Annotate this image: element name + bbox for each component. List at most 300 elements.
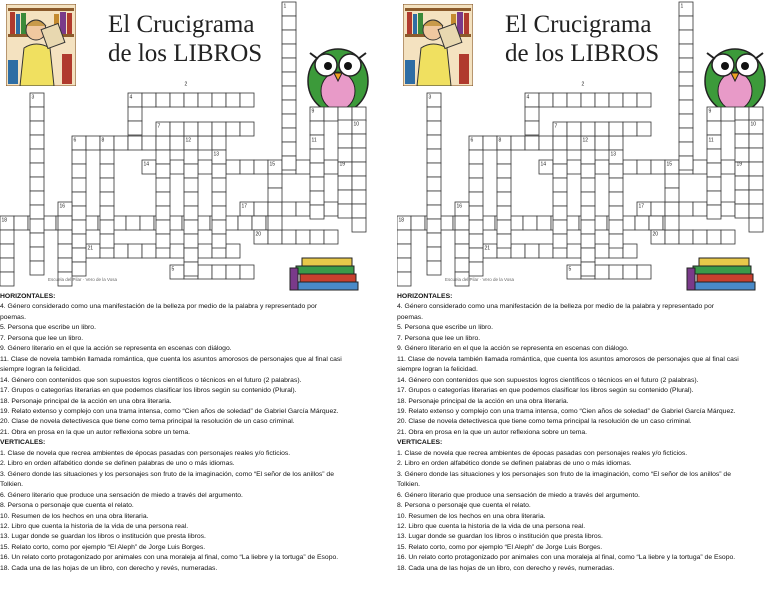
crossword-cell[interactable] (128, 121, 142, 135)
crossword-cell[interactable] (30, 177, 44, 191)
crossword-cell[interactable] (296, 230, 310, 244)
crossword-cell[interactable] (100, 234, 114, 248)
crossword-cell[interactable] (567, 122, 581, 136)
crossword-cell[interactable] (128, 244, 142, 258)
crossword-cell[interactable] (212, 122, 226, 136)
crossword-cell[interactable] (679, 58, 693, 72)
crossword-cell[interactable] (693, 160, 707, 174)
crossword-cell[interactable] (352, 107, 366, 121)
crossword-cell[interactable] (539, 93, 553, 107)
crossword-cell[interactable] (296, 202, 310, 216)
crossword-cell[interactable] (156, 234, 170, 248)
crossword-cell[interactable] (553, 220, 567, 234)
crossword-cell[interactable] (749, 162, 763, 176)
crossword-cell[interactable] (623, 265, 637, 279)
crossword-cell[interactable] (497, 164, 511, 178)
crossword-cell[interactable] (156, 136, 170, 150)
crossword-cell[interactable] (427, 233, 441, 247)
crossword-cell[interactable] (623, 160, 637, 174)
crossword-cell[interactable] (72, 220, 86, 234)
crossword-cell[interactable] (595, 244, 609, 258)
crossword-cell[interactable] (609, 265, 623, 279)
crossword-cell[interactable] (595, 93, 609, 107)
crossword-cell[interactable] (665, 188, 679, 202)
crossword-cell[interactable] (156, 220, 170, 234)
crossword-cell[interactable] (324, 160, 338, 174)
crossword-cell[interactable] (553, 178, 567, 192)
crossword-cell[interactable] (30, 149, 44, 163)
crossword-cell[interactable] (170, 122, 184, 136)
crossword-cell[interactable] (170, 93, 184, 107)
crossword-cell[interactable] (707, 121, 721, 135)
crossword-cell[interactable] (455, 244, 469, 258)
crossword-cell[interactable] (198, 160, 212, 174)
crossword-cell[interactable] (749, 107, 763, 121)
crossword-cell[interactable] (609, 122, 623, 136)
crossword-cell[interactable] (184, 248, 198, 262)
crossword-cell[interactable] (623, 244, 637, 258)
crossword-cell[interactable] (749, 148, 763, 162)
crossword-cell[interactable] (338, 134, 352, 148)
crossword-cell[interactable] (749, 218, 763, 232)
crossword-cell[interactable] (679, 142, 693, 156)
crossword-cell[interactable] (525, 136, 539, 150)
crossword-cell[interactable] (609, 192, 623, 206)
crossword-cell[interactable] (282, 230, 296, 244)
crossword-cell[interactable] (310, 149, 324, 163)
crossword-cell[interactable] (525, 107, 539, 121)
crossword-cell[interactable] (310, 177, 324, 191)
crossword-cell[interactable] (72, 262, 86, 276)
crossword-cell[interactable] (58, 230, 72, 244)
crossword-cell[interactable] (651, 202, 665, 216)
crossword-cell[interactable] (184, 93, 198, 107)
crossword-cell[interactable] (553, 150, 567, 164)
crossword-cell[interactable] (553, 206, 567, 220)
crossword-cell[interactable] (623, 93, 637, 107)
crossword-cell[interactable] (212, 206, 226, 220)
crossword-cell[interactable] (411, 216, 425, 230)
crossword-cell[interactable] (282, 16, 296, 30)
crossword-cell[interactable] (252, 216, 266, 230)
crossword-cell[interactable] (240, 265, 254, 279)
crossword-cell[interactable] (72, 234, 86, 248)
crossword-cell[interactable] (595, 136, 609, 150)
crossword-cell[interactable] (226, 93, 240, 107)
crossword-cell[interactable] (100, 164, 114, 178)
crossword-cell[interactable] (156, 206, 170, 220)
crossword-cell[interactable] (30, 219, 44, 233)
crossword-cell[interactable] (254, 160, 268, 174)
crossword-cell[interactable] (397, 244, 411, 258)
crossword-cell[interactable] (338, 107, 352, 121)
crossword-cell[interactable] (679, 30, 693, 44)
crossword-cell[interactable] (238, 216, 252, 230)
crossword-cell[interactable] (469, 206, 483, 220)
crossword-cell[interactable] (114, 244, 128, 258)
crossword-cell[interactable] (100, 192, 114, 206)
crossword-cell[interactable] (721, 107, 735, 121)
crossword-cell[interactable] (735, 107, 749, 121)
crossword-cell[interactable] (268, 202, 282, 216)
crossword-cell[interactable] (184, 178, 198, 192)
crossword-cell[interactable] (100, 206, 114, 220)
crossword-cell[interactable] (679, 72, 693, 86)
crossword-cell[interactable] (511, 244, 525, 258)
crossword-cell[interactable] (170, 136, 184, 150)
crossword-cell[interactable] (198, 122, 212, 136)
crossword-cell[interactable] (240, 93, 254, 107)
crossword-cell[interactable] (268, 188, 282, 202)
crossword-cell[interactable] (310, 205, 324, 219)
crossword-cell[interactable] (226, 265, 240, 279)
crossword-cell[interactable] (749, 176, 763, 190)
crossword-cell[interactable] (427, 149, 441, 163)
crossword-cell[interactable] (427, 191, 441, 205)
crossword-cell[interactable] (198, 265, 212, 279)
crossword-cell[interactable] (497, 178, 511, 192)
crossword-cell[interactable] (609, 234, 623, 248)
crossword-cell[interactable] (735, 134, 749, 148)
crossword-cell[interactable] (749, 190, 763, 204)
crossword-cell[interactable] (212, 178, 226, 192)
crossword-cell[interactable] (0, 272, 14, 286)
crossword-cell[interactable] (469, 178, 483, 192)
crossword-cell[interactable] (581, 192, 595, 206)
crossword-cell[interactable] (100, 178, 114, 192)
crossword-cell[interactable] (735, 190, 749, 204)
crossword-cell[interactable] (184, 220, 198, 234)
crossword-cell[interactable] (100, 220, 114, 234)
crossword-cell[interactable] (665, 230, 679, 244)
crossword-cell[interactable] (352, 176, 366, 190)
crossword-cell[interactable] (226, 122, 240, 136)
crossword-cell[interactable] (100, 150, 114, 164)
crossword-cell[interactable] (581, 234, 595, 248)
crossword-cell[interactable] (282, 30, 296, 44)
crossword-cell[interactable] (651, 160, 665, 174)
crossword-cell[interactable] (721, 160, 735, 174)
crossword-cell[interactable] (310, 163, 324, 177)
crossword-cell[interactable] (707, 163, 721, 177)
crossword-cell[interactable] (282, 142, 296, 156)
crossword-cell[interactable] (567, 160, 581, 174)
crossword-cell[interactable] (324, 107, 338, 121)
crossword-cell[interactable] (282, 114, 296, 128)
crossword-cell[interactable] (693, 202, 707, 216)
crossword-cell[interactable] (254, 202, 268, 216)
crossword-cell[interactable] (609, 164, 623, 178)
crossword-cell[interactable] (469, 262, 483, 276)
crossword-cell[interactable] (581, 220, 595, 234)
crossword-cell[interactable] (609, 178, 623, 192)
crossword-cell[interactable] (212, 164, 226, 178)
crossword-cell[interactable] (537, 216, 551, 230)
crossword-cell[interactable] (637, 122, 651, 136)
crossword-cell[interactable] (483, 136, 497, 150)
crossword-cell[interactable] (156, 164, 170, 178)
crossword-cell[interactable] (30, 135, 44, 149)
crossword-cell[interactable] (497, 234, 511, 248)
crossword-cell[interactable] (338, 190, 352, 204)
crossword-cell[interactable] (324, 230, 338, 244)
crossword-cell[interactable] (427, 261, 441, 275)
crossword-cell[interactable] (156, 192, 170, 206)
crossword-cell[interactable] (142, 93, 156, 107)
crossword-cell[interactable] (469, 248, 483, 262)
crossword-cell[interactable] (427, 219, 441, 233)
crossword-cell[interactable] (170, 244, 184, 258)
crossword-cell[interactable] (595, 160, 609, 174)
crossword-cell[interactable] (581, 248, 595, 262)
crossword-cell[interactable] (184, 234, 198, 248)
crossword-cell[interactable] (212, 220, 226, 234)
crossword-cell[interactable] (567, 93, 581, 107)
crossword-cell[interactable] (126, 216, 140, 230)
crossword-cell[interactable] (679, 230, 693, 244)
crossword-cell[interactable] (469, 220, 483, 234)
crossword-cell[interactable] (268, 230, 282, 244)
crossword-cell[interactable] (581, 206, 595, 220)
crossword-cell[interactable] (226, 244, 240, 258)
crossword-cell[interactable] (539, 136, 553, 150)
crossword-cell[interactable] (58, 258, 72, 272)
crossword-cell[interactable] (581, 93, 595, 107)
crossword-cell[interactable] (296, 160, 310, 174)
crossword-cell[interactable] (282, 128, 296, 142)
crossword-cell[interactable] (427, 205, 441, 219)
crossword-cell[interactable] (735, 204, 749, 218)
crossword-cell[interactable] (693, 230, 707, 244)
crossword-cell[interactable] (749, 204, 763, 218)
crossword-cell[interactable] (665, 202, 679, 216)
crossword-cell[interactable] (324, 202, 338, 216)
crossword-cell[interactable] (581, 164, 595, 178)
crossword-cell[interactable] (184, 192, 198, 206)
crossword-cell[interactable] (595, 265, 609, 279)
crossword-cell[interactable] (707, 205, 721, 219)
crossword-cell[interactable] (635, 216, 649, 230)
crossword-cell[interactable] (707, 230, 721, 244)
crossword-cell[interactable] (128, 107, 142, 121)
crossword-cell[interactable] (212, 136, 226, 150)
crossword-cell[interactable] (72, 178, 86, 192)
crossword-cell[interactable] (455, 216, 469, 230)
crossword-cell[interactable] (497, 220, 511, 234)
crossword-cell[interactable] (427, 135, 441, 149)
crossword-cell[interactable] (609, 93, 623, 107)
crossword-cell[interactable] (581, 150, 595, 164)
crossword-cell[interactable] (707, 149, 721, 163)
crossword-cell[interactable] (397, 230, 411, 244)
crossword-cell[interactable] (427, 107, 441, 121)
crossword-cell[interactable] (198, 136, 212, 150)
crossword-cell[interactable] (282, 86, 296, 100)
crossword-cell[interactable] (72, 192, 86, 206)
crossword-cell[interactable] (637, 93, 651, 107)
crossword-cell[interactable] (581, 122, 595, 136)
crossword-cell[interactable] (707, 177, 721, 191)
crossword-cell[interactable] (679, 86, 693, 100)
crossword-cell[interactable] (184, 206, 198, 220)
crossword-cell[interactable] (581, 178, 595, 192)
crossword-cell[interactable] (30, 247, 44, 261)
crossword-cell[interactable] (609, 136, 623, 150)
crossword-cell[interactable] (679, 100, 693, 114)
crossword-cell[interactable] (553, 164, 567, 178)
crossword-cell[interactable] (72, 248, 86, 262)
crossword-cell[interactable] (212, 93, 226, 107)
crossword-cell[interactable] (184, 262, 198, 276)
crossword-cell[interactable] (114, 136, 128, 150)
crossword-cell[interactable] (0, 230, 14, 244)
crossword-cell[interactable] (553, 234, 567, 248)
crossword-cell[interactable] (735, 148, 749, 162)
crossword-cell[interactable] (497, 150, 511, 164)
crossword-cell[interactable] (338, 148, 352, 162)
crossword-cell[interactable] (352, 162, 366, 176)
crossword-cell[interactable] (198, 93, 212, 107)
crossword-cell[interactable] (637, 265, 651, 279)
crossword-cell[interactable] (397, 258, 411, 272)
crossword-cell[interactable] (338, 204, 352, 218)
crossword-cell[interactable] (282, 72, 296, 86)
crossword-cell[interactable] (427, 121, 441, 135)
crossword-cell[interactable] (268, 174, 282, 188)
crossword-cell[interactable] (58, 244, 72, 258)
crossword-cell[interactable] (497, 206, 511, 220)
crossword-cell[interactable] (30, 107, 44, 121)
crossword-cell[interactable] (352, 148, 366, 162)
crossword-cell[interactable] (142, 136, 156, 150)
crossword-cell[interactable] (352, 204, 366, 218)
crossword-cell[interactable] (72, 150, 86, 164)
crossword-cell[interactable] (455, 230, 469, 244)
crossword-cell[interactable] (455, 258, 469, 272)
crossword-cell[interactable] (525, 121, 539, 135)
crossword-cell[interactable] (679, 128, 693, 142)
crossword-cell[interactable] (310, 121, 324, 135)
crossword-cell[interactable] (72, 206, 86, 220)
crossword-cell[interactable] (30, 261, 44, 275)
crossword-cell[interactable] (226, 160, 240, 174)
crossword-cell[interactable] (679, 114, 693, 128)
crossword-cell[interactable] (282, 156, 296, 170)
crossword-cell[interactable] (581, 262, 595, 276)
crossword-cell[interactable] (665, 174, 679, 188)
crossword-cell[interactable] (679, 16, 693, 30)
crossword-cell[interactable] (282, 44, 296, 58)
crossword-cell[interactable] (665, 216, 679, 230)
crossword-cell[interactable] (469, 150, 483, 164)
crossword-cell[interactable] (72, 164, 86, 178)
crossword-cell[interactable] (749, 134, 763, 148)
crossword-cell[interactable] (282, 58, 296, 72)
crossword-cell[interactable] (595, 122, 609, 136)
crossword-cell[interactable] (679, 202, 693, 216)
crossword-cell[interactable] (397, 272, 411, 286)
crossword-cell[interactable] (352, 190, 366, 204)
crossword-cell[interactable] (649, 216, 663, 230)
crossword-cell[interactable] (679, 44, 693, 58)
crossword-cell[interactable] (338, 120, 352, 134)
crossword-cell[interactable] (142, 244, 156, 258)
crossword-cell[interactable] (735, 176, 749, 190)
crossword-cell[interactable] (679, 156, 693, 170)
crossword-cell[interactable] (282, 100, 296, 114)
crossword-cell[interactable] (637, 160, 651, 174)
crossword-cell[interactable] (609, 206, 623, 220)
crossword-cell[interactable] (30, 191, 44, 205)
crossword-cell[interactable] (170, 160, 184, 174)
crossword-cell[interactable] (623, 122, 637, 136)
crossword-cell[interactable] (86, 136, 100, 150)
crossword-cell[interactable] (156, 93, 170, 107)
crossword-cell[interactable] (352, 134, 366, 148)
crossword-cell[interactable] (212, 234, 226, 248)
crossword-cell[interactable] (721, 230, 735, 244)
crossword-cell[interactable] (707, 191, 721, 205)
crossword-cell[interactable] (539, 244, 553, 258)
crossword-cell[interactable] (609, 220, 623, 234)
crossword-cell[interactable] (184, 164, 198, 178)
crossword-cell[interactable] (30, 121, 44, 135)
crossword-cell[interactable] (156, 178, 170, 192)
crossword-cell[interactable] (553, 93, 567, 107)
crossword-cell[interactable] (427, 163, 441, 177)
crossword-cell[interactable] (140, 216, 154, 230)
crossword-cell[interactable] (469, 234, 483, 248)
crossword-cell[interactable] (198, 244, 212, 258)
crossword-cell[interactable] (427, 177, 441, 191)
crossword-cell[interactable] (427, 247, 441, 261)
crossword-cell[interactable] (240, 122, 254, 136)
crossword-cell[interactable] (310, 191, 324, 205)
crossword-cell[interactable] (268, 216, 282, 230)
crossword-cell[interactable] (58, 216, 72, 230)
crossword-cell[interactable] (310, 230, 324, 244)
crossword-cell[interactable] (212, 192, 226, 206)
crossword-cell[interactable] (0, 244, 14, 258)
crossword-cell[interactable] (469, 192, 483, 206)
crossword-cell[interactable] (721, 202, 735, 216)
crossword-cell[interactable] (735, 120, 749, 134)
crossword-cell[interactable] (212, 265, 226, 279)
crossword-cell[interactable] (338, 176, 352, 190)
crossword-cell[interactable] (567, 136, 581, 150)
crossword-cell[interactable] (30, 205, 44, 219)
crossword-cell[interactable] (184, 122, 198, 136)
crossword-cell[interactable] (497, 192, 511, 206)
crossword-cell[interactable] (567, 244, 581, 258)
crossword-cell[interactable] (128, 136, 142, 150)
crossword-cell[interactable] (523, 216, 537, 230)
crossword-cell[interactable] (240, 160, 254, 174)
crossword-cell[interactable] (282, 202, 296, 216)
crossword-cell[interactable] (30, 233, 44, 247)
crossword-cell[interactable] (184, 150, 198, 164)
crossword-cell[interactable] (352, 218, 366, 232)
crossword-cell[interactable] (0, 258, 14, 272)
crossword-cell[interactable] (511, 136, 525, 150)
crossword-cell[interactable] (30, 163, 44, 177)
crossword-cell[interactable] (553, 192, 567, 206)
crossword-cell[interactable] (469, 164, 483, 178)
crossword-cell[interactable] (553, 136, 567, 150)
crossword-cell[interactable] (156, 150, 170, 164)
crossword-cell[interactable] (525, 244, 539, 258)
crossword-cell[interactable] (14, 216, 28, 230)
